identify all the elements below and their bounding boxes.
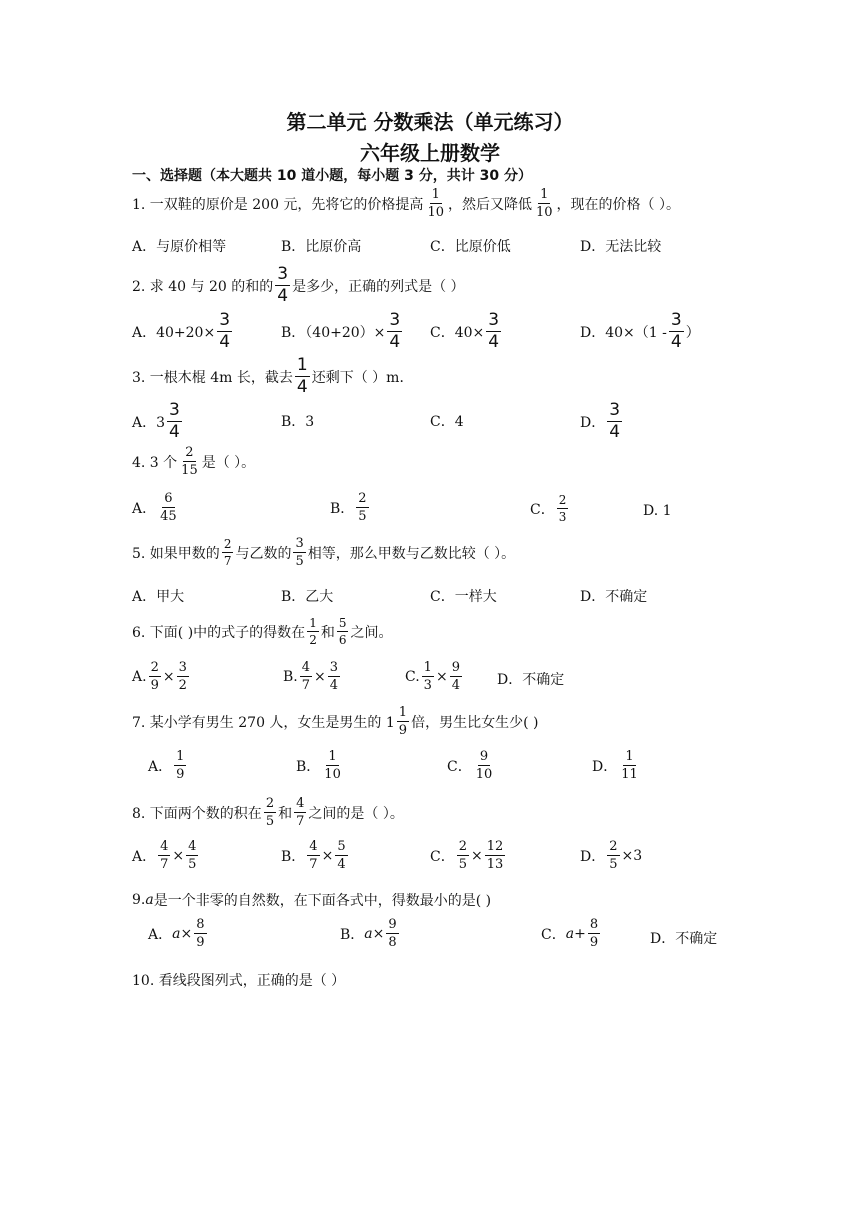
question-text: 倍，男生比女生少( )	[411, 714, 539, 731]
variable-a: a	[145, 892, 154, 908]
question-text: ，现在的价格（ ）。	[556, 196, 680, 213]
fraction: $\frac{3}{4}$	[169, 400, 180, 442]
fraction: $\frac{8}{9}$	[196, 917, 205, 950]
fraction: $\frac{1}{9}$	[176, 749, 185, 782]
option-a: A．40+20× $\frac{3}{4}$	[132, 310, 231, 352]
option-d: D．不确定	[650, 931, 718, 947]
fraction: $\frac{2}{5}$	[358, 491, 367, 524]
option-b: B． $\frac{2}{5}$	[330, 491, 367, 524]
question-text: 8. 下面两个数的积在	[132, 805, 262, 822]
option-c: C． a + $\frac{8}{9}$	[541, 917, 599, 950]
question-text: 6. 下面( )中的式子的得数在	[132, 624, 306, 641]
option-d: D． $\frac{2}{5}$ ×3	[580, 839, 643, 872]
option-d: D． $\frac{1}{11}$	[592, 749, 638, 782]
option-c: C. $\frac{1}{3}$ × $\frac{9}{4}$	[405, 660, 460, 693]
fraction: $\frac{2}{5}$	[458, 839, 467, 872]
fraction: $\frac{3}{4}$	[609, 400, 621, 442]
question-10	[132, 970, 345, 990]
question-text: 7. 某小学有男生 270 人，女生是男生的 1	[132, 714, 395, 731]
fraction: $\frac{2}{5}$	[609, 839, 618, 872]
fraction: $\frac{3}{4}$	[329, 660, 339, 693]
fraction: $\frac{1}{3}$	[423, 660, 432, 693]
option-a: A． $\frac{1}{9}$	[148, 749, 185, 782]
question-1	[132, 188, 680, 219]
fraction: $\frac{3}{4}$	[670, 310, 682, 352]
fraction: $\frac{1}{2}$	[309, 616, 317, 647]
question-7	[132, 706, 538, 737]
question-4	[132, 446, 255, 477]
option-d: D． $\frac{3}{4}$	[580, 400, 621, 442]
option-d: D．不确定	[580, 589, 648, 605]
option-b: B．（40+20）× $\frac{3}{4}$	[281, 310, 401, 352]
fraction: $\frac{1}{4}$	[296, 355, 308, 397]
option-b: B．乙大	[281, 589, 334, 605]
fraction: $\frac{2}{15}$	[181, 445, 198, 478]
question-text: 9.	[132, 892, 146, 908]
fraction: $\frac{1}{9}$	[398, 705, 408, 738]
question-text: 之间。	[350, 624, 393, 641]
fraction: $\frac{3}{5}$	[295, 536, 304, 569]
option-b: B． $\frac{1}{10}$	[296, 749, 341, 782]
option-a: A．与原价相等	[132, 239, 227, 255]
fraction: $\frac{1}{10}$	[324, 749, 341, 782]
option-c: C． $\frac{2}{5}$ × $\frac{12}{13}$	[430, 839, 504, 872]
question-text: 2. 求 40 与 20 的和的	[132, 278, 274, 295]
question-text: 是一个非零的自然数，在下面各式中，得数最小的是( )	[153, 893, 492, 909]
option-c: C． $\frac{2}{3}$	[530, 493, 567, 524]
question-9	[132, 890, 491, 910]
fraction: $\frac{3}{4}$	[219, 310, 231, 352]
fraction: $\frac{5}{4}$	[337, 839, 346, 872]
question-6	[132, 617, 392, 646]
option-d: D．40×（1 - $\frac{3}{4}$ ）	[580, 310, 700, 352]
fraction: $\frac{3}{4}$	[389, 310, 401, 352]
option-b: B． $\frac{4}{7}$ × $\frac{5}{4}$	[281, 839, 346, 872]
question-text: ，然后又降低	[447, 196, 532, 213]
fraction: $\frac{2}{3}$	[558, 493, 567, 524]
page-title: 第二单元 分数乘法（单元练习）	[286, 110, 574, 134]
question-text: 10. 看线段图列式，正确的是（ ）	[132, 973, 346, 989]
question-text: 1. 一双鞋的原价是 200 元，先将它的价格提高	[132, 196, 424, 213]
fraction: $\frac{5}{6}$	[338, 616, 347, 647]
fraction: $\frac{1}{10}$	[427, 187, 444, 220]
question-5	[132, 537, 515, 568]
fraction: $\frac{4}{7}$	[309, 839, 318, 872]
question-text: 和	[320, 624, 335, 641]
option-c: C．比原价低	[430, 239, 511, 255]
fraction: $\frac{4}{7}$	[301, 660, 311, 693]
question-8	[132, 797, 404, 828]
fraction: $\frac{1}{10}$	[535, 187, 553, 220]
question-text: 相等，那么甲数与乙数比较（ ）。	[307, 545, 516, 562]
fraction: $\frac{9}{10}$	[475, 749, 493, 782]
question-2	[132, 266, 465, 305]
option-c: C．4	[430, 414, 464, 430]
option-d: D．不确定	[497, 672, 565, 688]
question-text: 之间的是（ ）。	[308, 805, 404, 822]
fraction: $\frac{4}{7}$	[296, 796, 305, 829]
fraction: $\frac{3}{4}$	[277, 264, 289, 306]
option-d: D. 1	[643, 503, 672, 519]
option-d: D．无法比较	[580, 239, 662, 255]
fraction: $\frac{2}{7}$	[223, 537, 232, 568]
question-text: 4. 3 个	[132, 454, 178, 471]
fraction: $\frac{4}{5}$	[188, 839, 197, 872]
section-heading: 一、选择题（本大题共 10 道小题，每小题 3 分，共计 30 分）	[132, 168, 532, 184]
fraction: $\frac{3}{2}$	[178, 660, 187, 693]
question-text: 3. 一根木棍 4m 长，截去	[132, 369, 293, 386]
option-a: A． a × $\frac{8}{9}$	[148, 917, 205, 950]
fraction: $\frac{12}{13}$	[486, 839, 504, 872]
page-subtitle: 六年级上册数学	[360, 141, 500, 165]
option-b: B． a × $\frac{9}{8}$	[340, 917, 397, 950]
question-text: 和	[278, 805, 293, 822]
question-text: 与乙数的	[235, 545, 292, 562]
fraction: $\frac{8}{9}$	[589, 917, 599, 950]
option-b: B．比原价高	[281, 239, 362, 255]
question-text: 是多少，正确的列式是（ ）	[292, 278, 465, 295]
fraction: $\frac{9}{8}$	[388, 917, 397, 950]
option-a: A． $\frac{6}{45}$	[132, 491, 177, 524]
fraction: $\frac{6}{45}$	[160, 491, 177, 524]
question-text: 是（ ）。	[201, 454, 256, 471]
option-b: B. $\frac{4}{7}$ × $\frac{3}{4}$	[283, 660, 339, 693]
fraction: $\frac{2}{9}$	[150, 660, 159, 693]
fraction: $\frac{1}{11}$	[621, 749, 638, 782]
fraction: $\frac{3}{4}$	[488, 310, 500, 352]
option-c: C．40× $\frac{3}{4}$	[430, 310, 500, 352]
option-a: A．3 $\frac{3}{4}$	[132, 400, 180, 442]
option-c: C．一样大	[430, 589, 497, 605]
option-a: A. $\frac{2}{9}$ × $\frac{3}{2}$	[132, 660, 187, 693]
fraction: $\frac{2}{5}$	[265, 796, 275, 829]
option-b: B．3	[281, 414, 315, 430]
fraction: $\frac{9}{4}$	[451, 660, 460, 693]
option-a: A．甲大	[132, 589, 185, 605]
question-text: 5. 如果甲数的	[132, 545, 220, 562]
option-c: C． $\frac{9}{10}$	[447, 749, 493, 782]
option-a: A． $\frac{4}{7}$ × $\frac{4}{5}$	[132, 839, 197, 872]
question-text: 还剩下（ ）m．	[311, 369, 414, 386]
question-3	[132, 357, 413, 396]
fraction: $\frac{4}{7}$	[160, 839, 169, 872]
